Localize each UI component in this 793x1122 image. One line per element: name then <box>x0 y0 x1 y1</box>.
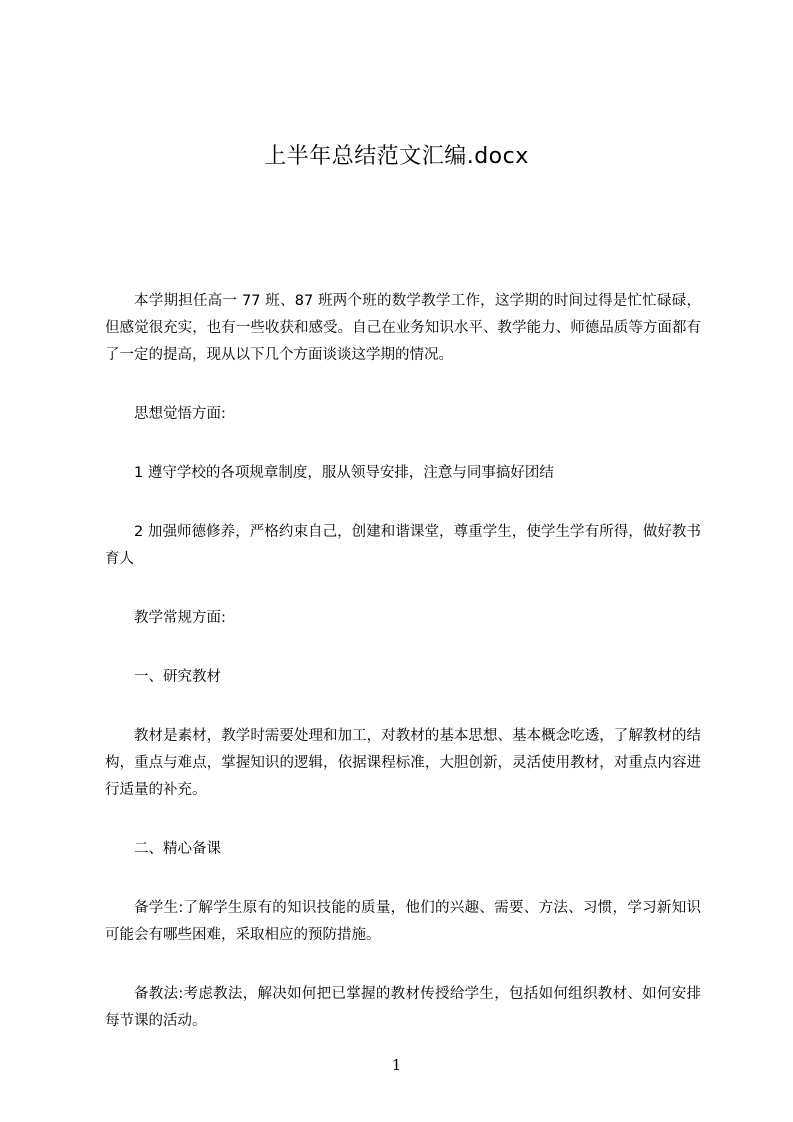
page-number: 1 <box>391 1056 402 1074</box>
section-heading-textbook: 一、研究教材 <box>134 669 221 685</box>
paragraph-textbook: 教材是素材，教学时需要处理和加工，对教材的基本思想、基本概念吃透，了解教材的结构，重点与难点，掌握知识的逻辑，依据课程标准，大胆创新，灵活使用教材，对重点内容进行适量的补充。 <box>105 728 701 798</box>
paragraph-prep-methods: 备教法:考虑教法，解决如何把已掌握的教材传授给学生，包括如何组织教材、如何安排每节课的活动。 <box>105 986 701 1029</box>
heading-ideology: 思想觉悟方面: <box>134 406 226 422</box>
list-item-2: 2 加强师德修养，严格约束自己，创建和谐课堂，尊重学生，使学生学有所得，做好教书育人 <box>105 524 701 567</box>
paragraph-prep-students: 备学生:了解学生原有的知识技能的质量，他们的兴趣、需要、方法、习惯，学习新知识可能会有哪些困难，采取相应的预防措施。 <box>105 900 701 943</box>
section-heading-lesson-prep: 二、精心备课 <box>134 841 221 857</box>
document-title: 上半年总结范文汇编.docx <box>264 144 529 169</box>
document-body <box>105 288 701 1067</box>
list-item-1: 1 遵守学校的各项规章制度，服从领导安排，注意与同事搞好团结 <box>134 465 554 481</box>
heading-teaching-routine: 教学常规方面: <box>134 610 226 626</box>
paragraph-intro: 本学期担任高一 77 班、87 班两个班的数学教学工作，这学期的时间过得是忙忙碌碌，但感觉很充实，也有一些收获和感受。自己在业务知识水平、教学能力、师德品质等方面都有了一定的提高，现从以下几个方面谈谈这学期的情况。 <box>105 293 701 363</box>
